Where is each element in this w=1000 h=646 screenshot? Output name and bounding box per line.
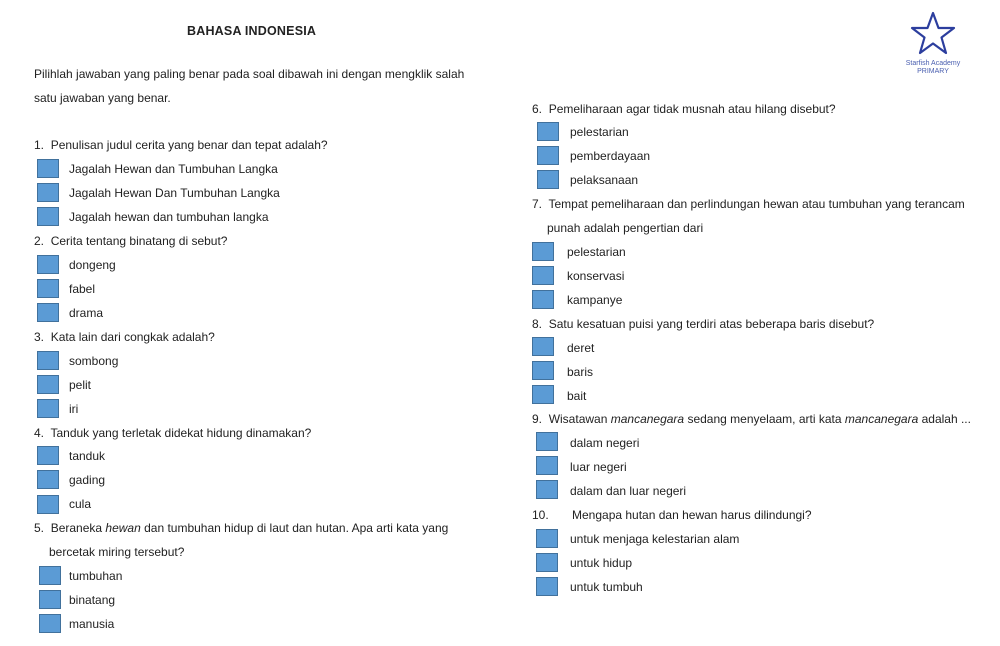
- question-2: [34, 233, 227, 249]
- answer-checkbox[interactable]: [39, 614, 61, 633]
- question-5-line2: bercetak miring tersebut?: [49, 545, 185, 559]
- answer-checkbox[interactable]: [537, 170, 559, 189]
- question-1: [34, 137, 328, 153]
- question-number: 9.: [532, 412, 543, 426]
- option-label: Jagalah Hewan dan Tumbuhan Langka: [69, 162, 278, 176]
- question-text-italic: mancanegara: [610, 412, 685, 426]
- option-label: drama: [69, 306, 104, 320]
- question-8: [532, 316, 874, 332]
- answer-checkbox[interactable]: [37, 375, 59, 394]
- question-text: Penulisan judul cerita yang benar dan tepat adalah?: [50, 138, 328, 152]
- answer-checkbox[interactable]: [532, 290, 554, 309]
- question-number: 10.: [532, 508, 549, 522]
- question-7-line2: punah adalah pengertian dari: [547, 221, 704, 235]
- answer-checkbox[interactable]: [37, 279, 59, 298]
- answer-checkbox[interactable]: [537, 146, 559, 165]
- answer-checkbox[interactable]: [37, 159, 59, 178]
- answer-checkbox[interactable]: [37, 207, 59, 226]
- option-label: baris: [567, 365, 594, 379]
- question-text-b: dan tumbuhan hidup di laut dan hutan. Apa arti kata yang: [140, 521, 449, 535]
- instructions-line2: satu jawaban yang benar.: [34, 91, 171, 105]
- option-label: deret: [567, 341, 595, 355]
- question-text: Tempat pemeliharaan dan perlindungan hewan atau tumbuhan yang terancam: [548, 197, 965, 211]
- question-3: [34, 329, 215, 345]
- answer-checkbox[interactable]: [532, 266, 554, 285]
- option-label: dalam negeri: [570, 436, 640, 450]
- question-text: Pemeliharaan agar tidak musnah atau hilang disebut?: [548, 102, 836, 116]
- question-6: [532, 101, 836, 117]
- instructions-line1: Pilihlah jawaban yang paling benar pada soal dibawah ini dengan mengklik salah: [34, 67, 465, 81]
- answer-checkbox[interactable]: [37, 255, 59, 274]
- option-label: dongeng: [69, 258, 116, 272]
- answer-checkbox[interactable]: [536, 456, 558, 475]
- question-text: Mengapa hutan dan hewan harus dilindungi?: [572, 508, 812, 522]
- answer-checkbox[interactable]: [536, 432, 558, 451]
- question-7: [532, 196, 965, 212]
- question-text-a: Wisatawan: [548, 412, 611, 426]
- answer-checkbox[interactable]: [532, 242, 554, 261]
- option-label: pemberdayaan: [570, 149, 651, 163]
- answer-checkbox[interactable]: [536, 577, 558, 596]
- option-label: gading: [69, 473, 106, 487]
- question-text: Satu kesatuan puisi yang terdiri atas beberapa baris disebut?: [548, 317, 875, 331]
- logo-name: Starfish Academy: [905, 60, 961, 67]
- question-text-italic: mancanegara: [844, 412, 919, 426]
- answer-checkbox[interactable]: [536, 480, 558, 499]
- question-10: [532, 507, 549, 523]
- answer-checkbox[interactable]: [37, 303, 59, 322]
- option-label: pelestarian: [567, 245, 626, 259]
- option-label: untuk menjaga kelestarian alam: [570, 532, 740, 546]
- option-label: pelaksanaan: [570, 173, 639, 187]
- option-label: Jagalah Hewan Dan Tumbuhan Langka: [69, 186, 280, 200]
- option-label: manusia: [69, 617, 115, 631]
- answer-checkbox[interactable]: [37, 183, 59, 202]
- answer-checkbox[interactable]: [39, 566, 61, 585]
- question-text-c: adalah ...: [918, 412, 971, 426]
- answer-checkbox[interactable]: [532, 361, 554, 380]
- answer-checkbox[interactable]: [37, 495, 59, 514]
- option-label: iri: [69, 402, 79, 416]
- option-label: luar negeri: [570, 460, 627, 474]
- question-number: 1.: [34, 138, 45, 152]
- answer-checkbox[interactable]: [37, 399, 59, 418]
- question-number: 6.: [532, 102, 543, 116]
- option-label: untuk hidup: [570, 556, 633, 570]
- option-label: tumbuhan: [69, 569, 123, 583]
- question-9: [532, 411, 971, 427]
- question-text: Tanduk yang terletak didekat hidung dinamakan?: [50, 426, 312, 440]
- question-number: 5.: [34, 521, 45, 535]
- question-text: Cerita tentang binatang di sebut?: [50, 234, 228, 248]
- question-number: 2.: [34, 234, 45, 248]
- option-label: pelit: [69, 378, 92, 392]
- option-label: untuk tumbuh: [570, 580, 643, 594]
- answer-checkbox[interactable]: [532, 385, 554, 404]
- page-title: BAHASA INDONESIA: [187, 24, 317, 38]
- option-label: konservasi: [567, 269, 625, 283]
- option-label: bait: [567, 389, 587, 403]
- answer-checkbox[interactable]: [532, 337, 554, 356]
- option-label: tanduk: [69, 449, 106, 463]
- logo-sub: PRIMARY: [917, 68, 949, 75]
- logo: [896, 10, 970, 76]
- option-label: pelestarian: [570, 125, 629, 139]
- option-label: kampanye: [567, 293, 623, 307]
- question-text: Kata lain dari congkak adalah?: [50, 330, 215, 344]
- answer-checkbox[interactable]: [536, 529, 558, 548]
- answer-checkbox[interactable]: [537, 122, 559, 141]
- question-text-italic: hewan: [105, 521, 141, 535]
- option-label: dalam dan luar negeri: [570, 484, 687, 498]
- answer-checkbox[interactable]: [37, 470, 59, 489]
- answer-checkbox[interactable]: [39, 590, 61, 609]
- answer-checkbox[interactable]: [37, 351, 59, 370]
- question-5: [34, 520, 448, 536]
- question-4: [34, 425, 311, 441]
- question-text-b: sedang menyelaam, arti kata: [684, 412, 845, 426]
- question-number: 7.: [532, 197, 543, 211]
- option-label: sombong: [69, 354, 119, 368]
- option-label: Jagalah hewan dan tumbuhan langka: [69, 210, 269, 224]
- option-label: fabel: [69, 282, 96, 296]
- question-text-a: Beraneka: [50, 521, 106, 535]
- answer-checkbox[interactable]: [37, 446, 59, 465]
- question-number: 8.: [532, 317, 543, 331]
- question-number: 3.: [34, 330, 45, 344]
- option-label: cula: [69, 497, 92, 511]
- option-label: binatang: [69, 593, 116, 607]
- answer-checkbox[interactable]: [536, 553, 558, 572]
- star-icon: [896, 10, 970, 56]
- question-number: 4.: [34, 426, 45, 440]
